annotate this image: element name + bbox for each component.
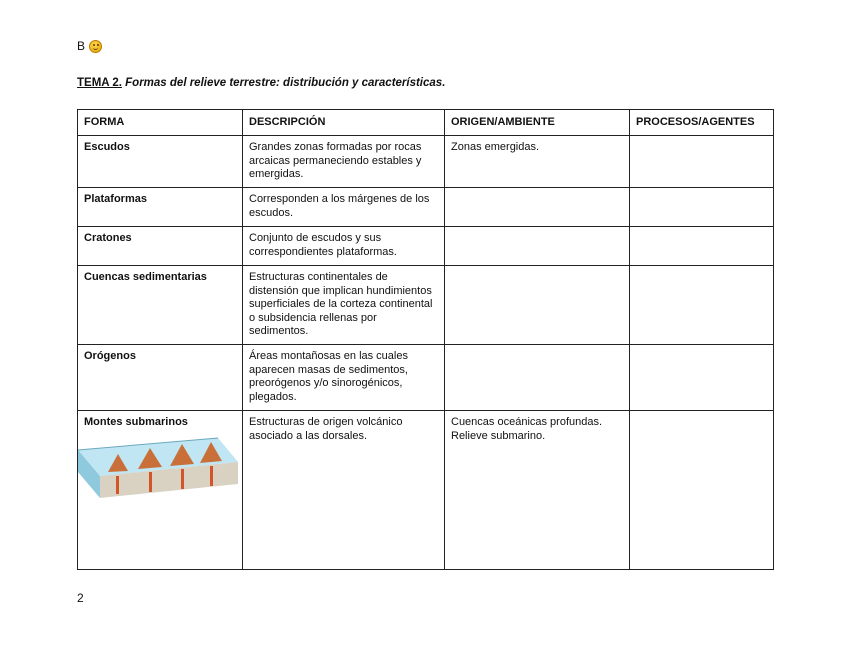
magma-channel-3 xyxy=(181,469,184,489)
cell-forma: Cratones xyxy=(78,227,243,266)
column-header-forma: FORMA xyxy=(78,110,243,136)
cell-forma-with-diagram xyxy=(78,411,243,570)
magma-channel-4 xyxy=(210,466,213,486)
cell-origen xyxy=(445,266,630,345)
smiley-icon xyxy=(89,40,102,53)
column-header-descripcion: DESCRIPCIÓN xyxy=(243,110,445,136)
column-header-procesos: PROCESOS/AGENTES xyxy=(630,110,774,136)
cell-origen xyxy=(445,188,630,227)
magma-channel-1 xyxy=(116,476,119,494)
cell-descripcion: Grandes zonas formadas por rocas arcaicas permaneciendo estables y emergidas. xyxy=(243,136,445,188)
table-row xyxy=(78,188,774,227)
cell-descripcion: Corresponden a los márgenes de los escudos. xyxy=(243,188,445,227)
cell-forma: Orógenos xyxy=(78,345,243,411)
title-topic: Formas del relieve terrestre: distribución y características. xyxy=(125,77,446,89)
cell-forma: Plataformas xyxy=(78,188,243,227)
table-row xyxy=(78,266,774,345)
cell-origen: Cuencas oceánicas profundas. Relieve submarino. xyxy=(445,411,630,570)
table-row xyxy=(78,345,774,411)
column-header-origen: ORIGEN/AMBIENTE xyxy=(445,110,630,136)
page-number: 2 xyxy=(77,591,84,605)
cell-descripcion: Conjunto de escudos y sus correspondientes plataformas. xyxy=(243,227,445,266)
header-letter: B xyxy=(77,39,86,53)
table-header-row xyxy=(78,110,774,136)
cell-descripcion: Áreas montañosas en las cuales aparecen masas de sedimentos, preorógenos y/o sinorogénicos, plegados. xyxy=(243,345,445,411)
header-line xyxy=(77,39,102,53)
cell-descripcion: Estructuras continentales de distensión que implican hundimientos superficiales de la corteza continental o subsidencia rellenas por sedimentos. xyxy=(243,266,445,345)
cell-procesos xyxy=(630,411,774,570)
cell-forma: Montes submarinos xyxy=(84,416,188,428)
page-title xyxy=(77,77,445,89)
cell-procesos xyxy=(630,136,774,188)
table-row xyxy=(78,227,774,266)
table-row xyxy=(78,136,774,188)
relief-forms-table xyxy=(77,109,774,570)
cell-procesos xyxy=(630,266,774,345)
cell-procesos xyxy=(630,345,774,411)
cell-origen xyxy=(445,345,630,411)
cell-forma: Cuencas sedimentarias xyxy=(78,266,243,345)
seamount-diagram xyxy=(78,432,238,502)
cell-origen: Zonas emergidas. xyxy=(445,136,630,188)
table-row xyxy=(78,411,774,570)
cell-procesos xyxy=(630,227,774,266)
cell-origen xyxy=(445,227,630,266)
cell-descripcion: Estructuras de origen volcánico asociado a las dorsales. xyxy=(243,411,445,570)
title-label: TEMA 2. xyxy=(77,77,122,89)
magma-channel-2 xyxy=(149,472,152,492)
cell-forma: Escudos xyxy=(78,136,243,188)
cell-procesos xyxy=(630,188,774,227)
